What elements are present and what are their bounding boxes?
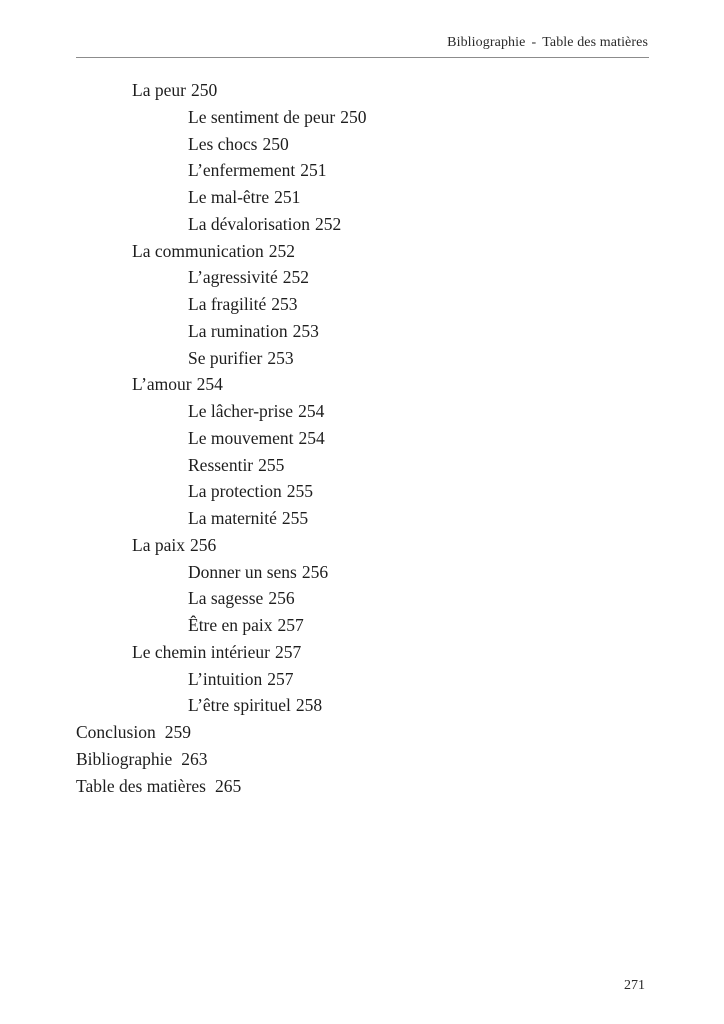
toc-entry <box>76 238 649 265</box>
toc-entry-title: Le mouvement <box>188 427 294 448</box>
toc-entry-page: 250 <box>340 106 367 127</box>
toc-entry-title: L’être spirituel <box>188 695 291 716</box>
toc-entry-page: 252 <box>268 240 295 261</box>
toc-entry-page: 254 <box>298 401 325 421</box>
toc-entry <box>76 157 649 184</box>
toc-entry-page: 255 <box>286 481 314 502</box>
toc-entry <box>76 398 649 425</box>
toc-entry-title: Ressentir <box>188 454 254 475</box>
toc-entry <box>76 371 649 398</box>
toc-entry <box>76 131 649 158</box>
toc-entry-page: 259 <box>164 722 191 742</box>
toc-entry <box>76 585 649 612</box>
toc-entry-title: L’amour <box>132 374 192 395</box>
toc-entry-title: La dévalorisation <box>188 213 310 234</box>
toc-entry <box>76 505 649 532</box>
toc-entry <box>76 291 649 318</box>
toc-entry-title: Le chemin intérieur <box>132 641 270 662</box>
toc-entry-page: 255 <box>258 454 285 475</box>
toc-entry-title: La fragilité <box>188 294 267 314</box>
toc-entry-page: 251 <box>300 160 327 181</box>
toc-entry <box>76 612 649 639</box>
toc-entry-page: 250 <box>190 80 218 100</box>
running-header-section: Bibliographie <box>447 35 526 50</box>
toc-entry-title: La communication <box>132 240 264 261</box>
toc-entry <box>76 452 649 479</box>
toc-entry <box>76 77 649 104</box>
toc-entry <box>76 773 649 800</box>
toc-entry-page: 253 <box>271 294 298 314</box>
toc-entry-page: 256 <box>301 561 329 582</box>
toc-entry-title: Donner un sens <box>188 561 297 582</box>
toc-entry-title: La peur <box>132 80 186 100</box>
toc-entry <box>76 425 649 452</box>
toc-entry-title: Le lâcher-prise <box>188 401 294 421</box>
running-header <box>447 35 648 51</box>
toc-entry <box>76 104 649 131</box>
toc-entry <box>76 264 649 291</box>
toc-entry-title: L’enfermement <box>188 160 296 181</box>
toc-entry <box>76 345 649 372</box>
toc-entry-page: 263 <box>181 748 208 769</box>
toc-entry-title: Le sentiment de peur <box>188 106 336 127</box>
toc-entry-title: Conclusion <box>76 722 156 742</box>
toc-entry <box>76 318 649 345</box>
toc-entry <box>76 211 649 238</box>
toc-entry <box>76 692 649 719</box>
toc-entry-title: Table des matières <box>76 775 206 796</box>
toc-entry-title: La sagesse <box>188 588 264 609</box>
toc-entry-title: L’intuition <box>188 668 263 689</box>
toc-entry-page: 256 <box>268 588 295 609</box>
toc-entry-page: 252 <box>282 267 309 288</box>
toc-entry <box>76 532 649 559</box>
toc-entry <box>76 746 649 773</box>
toc-entry-page: 265 <box>214 775 242 796</box>
toc-entry <box>76 478 649 505</box>
toc-entry-title: Être en paix <box>188 615 273 635</box>
toc-entry-title: L’agressivité <box>188 267 278 288</box>
toc-entry-title: Bibliographie <box>76 748 173 769</box>
toc-entry <box>76 184 649 211</box>
toc-entry-page: 257 <box>277 615 304 635</box>
toc-entry-page: 253 <box>292 320 319 341</box>
toc-entry-page: 250 <box>262 133 289 154</box>
toc-entry-title: Les chocs <box>188 133 258 154</box>
toc-entry <box>76 666 649 693</box>
toc-entry-page: 254 <box>298 427 325 448</box>
toc-entry-title: La paix <box>132 534 185 555</box>
toc-entry-page: 252 <box>314 213 342 234</box>
toc-entry-page: 257 <box>267 668 294 689</box>
running-header-chapter: Table des matières <box>542 35 648 50</box>
toc-entry-title: La maternité <box>188 508 277 528</box>
toc-entry-page: 254 <box>196 374 223 395</box>
toc-entry-title: Se purifier <box>188 347 263 368</box>
toc-entry <box>76 639 649 666</box>
toc-entry-title: Le mal-être <box>188 187 270 207</box>
toc-entry-page: 257 <box>275 641 302 662</box>
table-of-contents <box>76 77 649 799</box>
toc-entry-page: 251 <box>274 187 301 207</box>
toc-entry-page: 255 <box>281 508 309 528</box>
toc-entry-page: 253 <box>267 347 294 368</box>
toc-entry-title: La protection <box>188 481 282 502</box>
toc-entry-page: 258 <box>295 695 323 716</box>
header-rule <box>76 57 649 58</box>
page-number: 271 <box>624 978 645 993</box>
running-header-separator: - <box>531 35 537 50</box>
toc-entry <box>76 559 649 586</box>
toc-entry-page: 256 <box>189 534 217 555</box>
toc-entry <box>76 719 649 746</box>
toc-entry-title: La rumination <box>188 320 288 341</box>
